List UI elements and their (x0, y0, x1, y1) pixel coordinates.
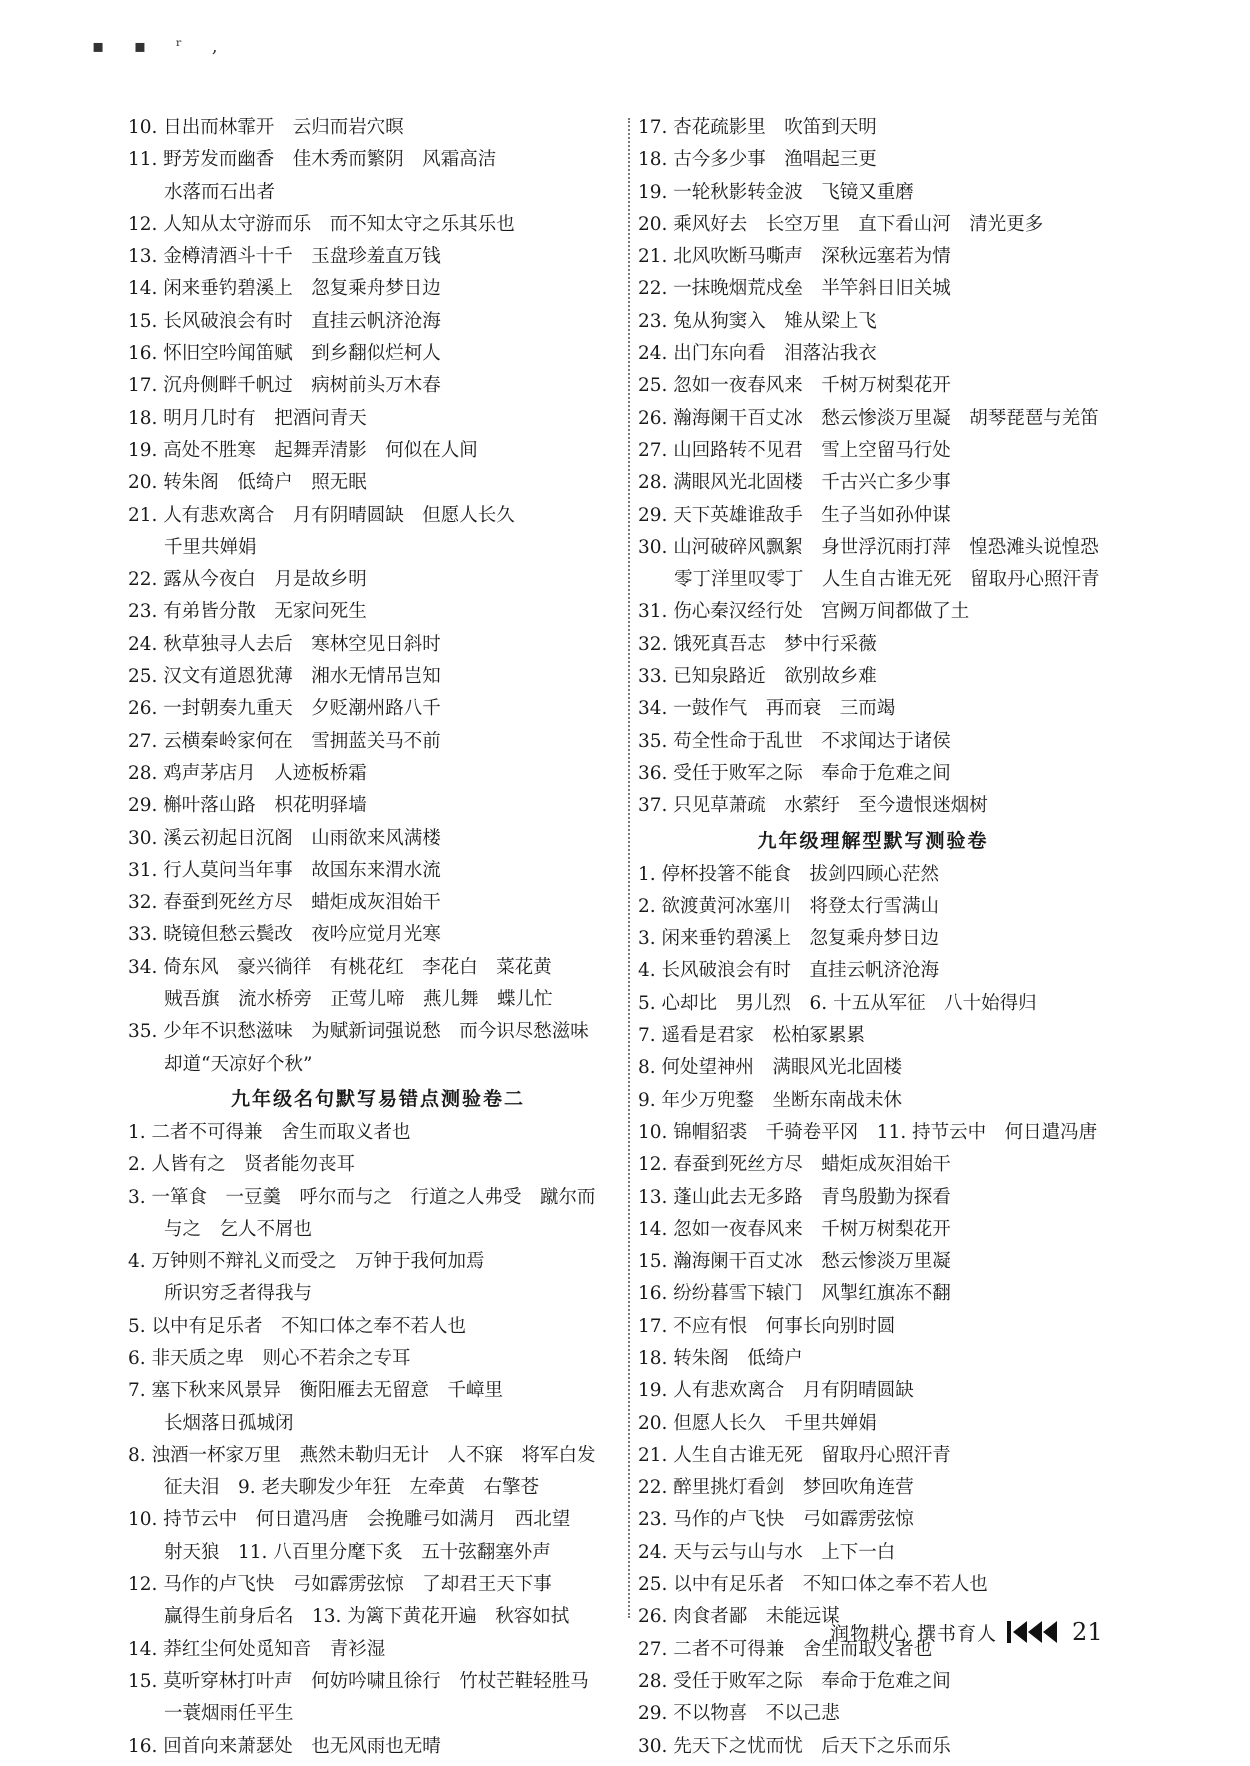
answer-line: 13. 蓬山此去无多路 青鸟殷勤为探看 (638, 1186, 951, 1208)
answer-line: 28. 满眼风光北固楼 千古兴亡多少事 (638, 472, 951, 494)
answer-line: 22. 露从今夜白 月是故乡明 (128, 569, 367, 591)
answer-line: 15. 莫听穿林打叶声 何妨吟啸且徐行 竹杖芒鞋轻胜马 (128, 1670, 589, 1692)
corner-marks: ▪ ▪ ʳ , (92, 36, 230, 57)
answer-line: 长烟落日孤城闭 (164, 1412, 294, 1434)
answer-line: 21. 人生自古谁无死 留取丹心照汗青 (638, 1444, 951, 1466)
answer-line: 36. 受任于败军之际 奉命于危难之间 (638, 762, 951, 784)
answer-line: 18. 明月几时有 把酒问青天 (128, 407, 367, 429)
answer-line: 20. 转朱阁 低绮户 照无眠 (128, 472, 367, 494)
answer-line: 34. 一鼓作气 再而衰 三而竭 (638, 698, 896, 720)
answer-line: 7. 遥看是君家 松柏冢累累 (638, 1025, 866, 1047)
answer-line: 9. 年少万兜鍪 坐断东南战未休 (638, 1089, 903, 1111)
answer-line: 12. 人知从太守游而乐 而不知太守之乐其乐也 (128, 213, 515, 235)
answer-line: 18. 转朱阁 低绮户 (638, 1347, 803, 1369)
answer-line: 14. 莽红尘何处觅知音 青衫湿 (128, 1638, 386, 1660)
answer-line: 33. 已知泉路近 欲别故乡难 (638, 666, 877, 688)
page-footer (830, 1614, 1103, 1650)
answer-line: 28. 受任于败军之际 奉命于危难之间 (638, 1670, 951, 1692)
answer-line: 22. 一抹晚烟荒戍垒 半竿斜日旧关城 (638, 278, 951, 300)
answer-line: 32. 春蚕到死丝方尽 蜡炬成灰泪始干 (128, 892, 441, 914)
answer-line: 29. 不以物喜 不以己悲 (638, 1703, 840, 1725)
answer-line: 5. 以中有足乐者 不知口体之奉不若人也 (128, 1315, 467, 1337)
answer-line: 27. 云横秦岭家何在 雪拥蓝关马不前 (128, 730, 441, 752)
answer-line: 2. 欲渡黄河冰塞川 将登太行雪满山 (638, 895, 940, 917)
answer-line: 30. 山河破碎风飘絮 身世浮沉雨打萍 惶恐滩头说惶恐 (638, 536, 1099, 558)
answer-line: 贼吾旗 流水桥旁 正莺儿啼 燕儿舞 蝶儿忙 (164, 989, 553, 1011)
answer-line: 千里共婵娟 (164, 536, 257, 558)
rewind-arrows-icon (1007, 1621, 1058, 1643)
answer-line: 19. 一轮秋影转金波 飞镜又重磨 (638, 181, 914, 203)
answer-line: 18. 古今多少事 渔唱起三更 (638, 149, 877, 171)
answer-line: 11. 野芳发而幽香 佳木秀而繁阴 风霜高洁 (128, 149, 497, 171)
answer-line: 20. 但愿人长久 千里共婵娟 (638, 1412, 877, 1434)
answer-line: 8. 何处望神州 满眼风光北固楼 (638, 1057, 903, 1079)
answer-line: 24. 秋草独寻人去后 寒林空见日斜时 (128, 633, 441, 655)
answer-line: 所识穷乏者得我与 (164, 1283, 313, 1305)
answer-line: 3. 一箪食 一豆羹 呼尔而与之 行道之人弗受 蹴尔而 (128, 1186, 596, 1208)
answer-line: 4. 万钟则不辩礼义而受之 万钟于我何加焉 (128, 1251, 485, 1273)
answer-line: 29. 槲叶落山路 枳花明驿墙 (128, 795, 367, 817)
answer-line: 23. 有弟皆分散 无家问死生 (128, 601, 367, 623)
answer-line: 25. 汉文有道恩犹薄 湘水无情吊岂知 (128, 666, 441, 688)
answer-line: 23. 马作的卢飞快 弓如霹雳弦惊 (638, 1509, 914, 1531)
answer-line: 23. 兔从狗窦入 雉从梁上飞 (638, 310, 877, 332)
answer-line: 27. 山回路转不见君 雪上空留马行处 (638, 439, 951, 461)
left-column (128, 112, 628, 1763)
answer-line: 19. 人有悲欢离合 月有阴晴圆缺 (638, 1380, 914, 1402)
answer-line: 26. 肉食者鄙 未能远谋 (638, 1606, 840, 1628)
answer-line: 17. 杏花疏影里 吹笛到天明 (638, 117, 877, 138)
answer-line: 14. 忽如一夜春风来 千树万树梨花开 (638, 1218, 951, 1240)
answer-line: 25. 以中有足乐者 不知口体之奉不若人也 (638, 1574, 988, 1596)
footer-slogan: 润物耕心 撰书育人 (830, 1622, 998, 1645)
answer-line: 一蓑烟雨任平生 (164, 1703, 294, 1725)
answer-line: 10. 持节云中 何日遣冯唐 会挽雕弓如满月 西北望 (128, 1509, 571, 1531)
answer-line: 17. 沉舟侧畔千帆过 病树前头万木春 (128, 375, 441, 397)
answer-line: 30. 先天下之忧而忧 后天下之乐而乐 (638, 1735, 951, 1757)
answer-line: 27. 二者不可得兼 舍生而取义者也 (638, 1638, 933, 1660)
answer-line: 16. 纷纷暮雪下辕门 风掣红旗冻不翻 (638, 1283, 951, 1305)
answer-line: 5. 心却比 男儿烈 6. 十五从军征 八十始得归 (638, 992, 1037, 1014)
answer-line: 14. 闲来垂钓碧溪上 忽复乘舟梦日边 (128, 278, 441, 300)
answer-line: 15. 长风破浪会有时 直挂云帆济沧海 (128, 310, 441, 332)
answer-line: 26. 瀚海阑干百丈冰 愁云惨淡万里凝 胡琴琵琶与羌笛 (638, 407, 1099, 429)
answer-line: 21. 人有悲欢离合 月有阴晴圆缺 但愿人长久 (128, 504, 515, 526)
answer-line: 33. 晓镜但愁云鬓改 夜吟应觉月光寒 (128, 924, 441, 946)
page-number: 21 (1072, 1618, 1103, 1646)
column-divider (628, 118, 630, 1618)
answer-line: 34. 倚东风 豪兴徜徉 有桃花红 李花白 菜花黄 (128, 956, 552, 978)
answer-line: 20. 乘风好去 长空万里 直下看山河 清光更多 (638, 213, 1044, 235)
answer-line: 15. 瀚海阑干百丈冰 愁云惨淡万里凝 (638, 1251, 951, 1273)
answer-line: 零丁洋里叹零丁 人生自古谁无死 留取丹心照汗青 (674, 569, 1100, 591)
answer-line: 10. 锦帽貂裘 千骑卷平冈 11. 持节云中 何日遣冯唐 (638, 1121, 1098, 1143)
answer-line: 射天狼 11. 八百里分麾下炙 五十弦翻塞外声 (164, 1541, 551, 1563)
answer-line: 29. 天下英雄谁敌手 生子当如孙仲谋 (638, 504, 951, 526)
answer-line: 12. 春蚕到死丝方尽 蜡炬成灰泪始干 (638, 1154, 951, 1176)
answer-line: 31. 伤心秦汉经行处 宫阙万间都做了土 (638, 601, 970, 623)
answer-line: 35. 少年不识愁滋味 为赋新词强说愁 而今识尽愁滋味 (128, 1021, 589, 1043)
right-column (638, 112, 1108, 1763)
answer-line: 3. 闲来垂钓碧溪上 忽复乘舟梦日边 (638, 928, 940, 950)
section-heading: 九年级名句默写易错点测验卷二 (230, 1087, 525, 1110)
answer-line: 35. 苟全性命于乱世 不求闻达于诸侯 (638, 730, 951, 752)
answer-line: 12. 马作的卢飞快 弓如霹雳弦惊 了却君王天下事 (128, 1574, 552, 1596)
answer-line: 2. 人皆有之 贤者能勿丧耳 (128, 1154, 356, 1176)
answer-line: 32. 饿死真吾志 梦中行采薇 (638, 633, 877, 655)
answer-line: 7. 塞下秋来风景异 衡阳雁去无留意 千嶂里 (128, 1380, 504, 1402)
answer-line: 4. 长风破浪会有时 直挂云帆济沧海 (638, 960, 940, 982)
answer-line: 17. 不应有恨 何事长向别时圆 (638, 1315, 896, 1337)
section-heading: 九年级理解型默写测验卷 (757, 829, 989, 852)
answer-line: 10. 日出而林霏开 云归而岩穴暝 (128, 117, 404, 138)
answer-line: 却道“天凉好个秋” (164, 1053, 313, 1075)
answer-line: 6. 非天质之卑 则心不若余之专耳 (128, 1347, 411, 1369)
answer-line: 16. 回首向来萧瑟处 也无风雨也无晴 (128, 1735, 441, 1757)
answer-line: 19. 高处不胜寒 起舞弄清影 何似在人间 (128, 439, 478, 461)
answer-line: 13. 金樽清酒斗十千 玉盘珍羞直万钱 (128, 246, 441, 268)
answer-line: 21. 北风吹断马嘶声 深秋远塞若为情 (638, 246, 951, 268)
answer-line: 水落而石出者 (164, 181, 276, 203)
answer-line: 赢得生前身后名 13. 为篱下黄花开遍 秋容如拭 (164, 1606, 570, 1628)
answer-line: 37. 只见草萧疏 水萦纡 至今遗恨迷烟树 (638, 795, 988, 817)
answer-line: 28. 鸡声茅店月 人迹板桥霜 (128, 762, 367, 784)
answer-line: 31. 行人莫问当年事 故国东来渭水流 (128, 859, 441, 881)
answer-line: 1. 二者不可得兼 舍生而取义者也 (128, 1121, 411, 1143)
answer-line: 16. 怀旧空吟闻笛赋 到乡翻似烂柯人 (128, 343, 441, 365)
answer-line: 24. 出门东向看 泪落沾我衣 (638, 343, 877, 365)
answer-line: 30. 溪云初起日沉阁 山雨欲来风满楼 (128, 827, 441, 849)
answer-line: 25. 忽如一夜春风来 千树万树梨花开 (638, 375, 951, 397)
answer-line: 1. 停杯投箸不能食 拔剑四顾心茫然 (638, 863, 940, 885)
answer-line: 24. 天与云与山与水 上下一白 (638, 1541, 896, 1563)
answer-line: 22. 醉里挑灯看剑 梦回吹角连营 (638, 1477, 914, 1499)
answer-line: 征夫泪 9. 老夫聊发少年狂 左牵黄 右擎苍 (164, 1477, 540, 1499)
answer-line: 26. 一封朝奏九重天 夕贬潮州路八千 (128, 698, 441, 720)
answer-line: 8. 浊酒一杯家万里 燕然未勒归无计 人不寐 将军白发 (128, 1444, 596, 1466)
answer-line: 与之 乞人不屑也 (164, 1218, 313, 1240)
